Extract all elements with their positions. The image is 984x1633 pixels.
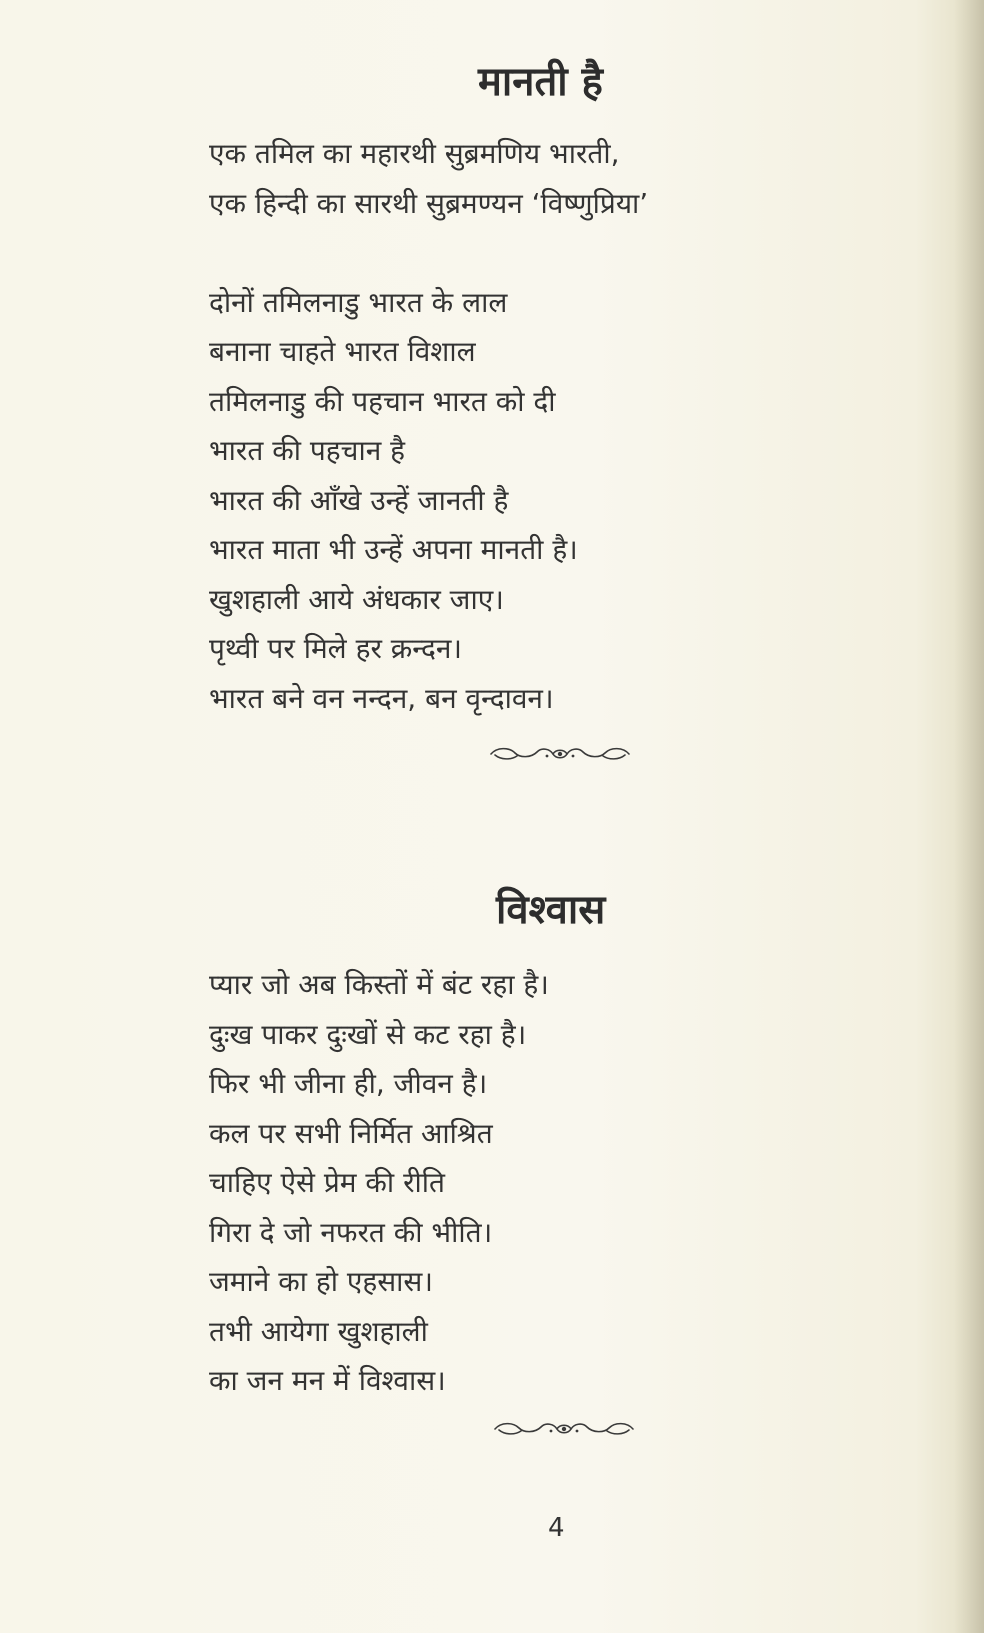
poem-line: कल पर सभी निर्मित आश्रित <box>209 1116 493 1150</box>
poem-title: विश्वास <box>496 887 606 933</box>
poem-line: फिर भी जीना ही, जीवन है। <box>209 1067 488 1100</box>
poem-line: खुशहाली आये अंधकार जाए। <box>209 582 504 616</box>
stanza-break <box>209 228 648 278</box>
poem-line: तभी आयेगा खुशहाली <box>209 1314 428 1348</box>
poem-line: भारत माता भी उन्हें अपना मानती है। <box>209 533 578 566</box>
poem-line: दोनों तमिलनाडु भारत के लाल <box>209 285 508 319</box>
page-number: 4 <box>548 1513 565 1543</box>
poem-title: मानती है <box>478 59 603 105</box>
poem-line: का जन मन में विश्वास। <box>209 1364 446 1397</box>
poem-line: दुःख पाकर दुःखों से कट रहा है। <box>209 1017 527 1051</box>
poem-line: पृथ्वी पर मिले हर क्रन्दन। <box>209 632 462 665</box>
poem-line: एक हिन्दी का सारथी सुब्रमण्यन ‘विष्णुप्रिया’ <box>209 186 649 220</box>
poem-line: बनाना चाहते भारत विशाल <box>209 335 476 368</box>
poem-line: चाहिए ऐसे प्रेम की रीति <box>209 1166 445 1199</box>
flourish-ornament-icon <box>491 1418 637 1440</box>
poem-line: तमिलनाडु की पहचान भारत को दी <box>209 384 556 418</box>
poem-line: प्यार जो अब किस्तों में बंट रहा है। <box>209 968 549 1001</box>
poem-line: भारत बने वन नन्दन, बन वृन्दावन। <box>209 681 554 715</box>
poem-line: जमाने का हो एहसास। <box>209 1265 433 1298</box>
poem-line: गिरा दे जो नफरत की भीति। <box>209 1215 493 1249</box>
poem-line: भारत की पहचान है <box>209 434 406 467</box>
page-spine-shadow <box>954 0 984 1633</box>
poem-line: एक तमिल का महारथी सुब्रमणिय भारती, <box>209 137 620 170</box>
poem-line: भारत की आँखे उन्हें जानती है <box>209 483 509 517</box>
poem-body <box>209 129 648 723</box>
poem-body <box>209 960 549 1406</box>
flourish-ornament-icon <box>487 743 633 765</box>
